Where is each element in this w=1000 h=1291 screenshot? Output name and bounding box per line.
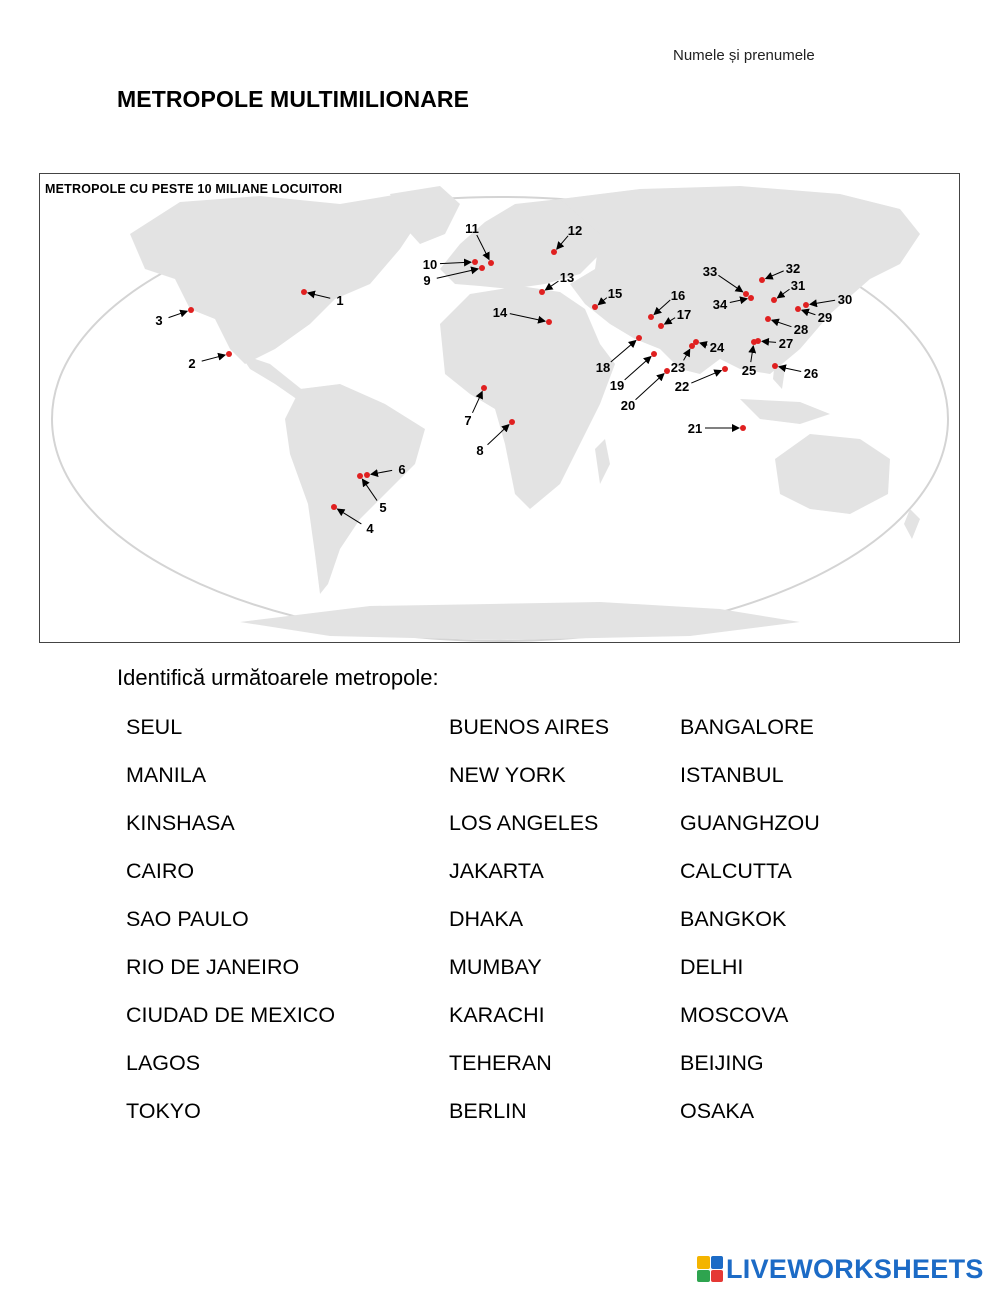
marker-number: 29 (817, 310, 833, 325)
city-dot (364, 472, 370, 478)
indonesia (740, 399, 830, 424)
city-name: BEIJING (680, 1051, 764, 1075)
africa (440, 286, 615, 509)
world-map (39, 173, 960, 643)
city-name: RIO DE JANEIRO (126, 955, 300, 979)
city-name: MUMBAY (449, 955, 542, 979)
city-dot (301, 289, 307, 295)
city-dot (636, 335, 642, 341)
marker-number: 30 (837, 292, 853, 307)
city-name: DELHI (680, 955, 744, 979)
city-name: OSAKA (680, 1099, 755, 1123)
city-dot (331, 504, 337, 510)
city-marker-2 (188, 351, 232, 371)
marker-number: 14 (492, 305, 508, 320)
city-name: CAIRO (126, 859, 195, 883)
city-name: BANGALORE (680, 715, 814, 739)
city-name: CALCUTTA (680, 859, 792, 883)
city-dot (357, 473, 363, 479)
australia (775, 434, 890, 514)
marker-number: 34 (712, 297, 728, 312)
city-dot (658, 323, 664, 329)
city-name: ISTANBUL (680, 763, 784, 787)
continents (130, 186, 920, 640)
marker-number: 27 (778, 336, 794, 351)
city-dot (481, 385, 487, 391)
map-title: METROPOLE CU PESTE 10 MILIANE LOCUITORI (45, 182, 343, 196)
city-dot (795, 306, 801, 312)
city-dot (740, 425, 746, 431)
marker-number: 28 (793, 322, 809, 337)
city-dot (803, 302, 809, 308)
city-dot (759, 277, 765, 283)
city-name: BANGKOK (680, 907, 787, 931)
marker-number: 33 (702, 264, 718, 279)
city-name: CIUDAD DE MEXICO (126, 1003, 336, 1027)
city-marker-3 (155, 307, 194, 328)
marker-number: 1 (336, 293, 344, 308)
city-dot (755, 338, 761, 344)
marker-number: 12 (567, 223, 583, 238)
marker-number: 3 (155, 313, 163, 328)
name-field-label: Numele și prenumele (673, 47, 815, 64)
marker-number: 11 (465, 221, 479, 236)
city-name: LAGOS (126, 1051, 201, 1075)
north-america (130, 194, 420, 364)
city-dot (488, 260, 494, 266)
city-name: BERLIN (449, 1099, 527, 1123)
city-dot (748, 295, 754, 301)
marker-number: 26 (803, 366, 819, 381)
marker-arrow (636, 374, 664, 400)
city-dot (771, 297, 777, 303)
marker-arrow (611, 341, 636, 362)
marker-number: 31 (790, 278, 806, 293)
city-dot (648, 314, 654, 320)
city-dot (722, 366, 728, 372)
marker-arrow (202, 355, 225, 361)
city-dot (472, 259, 478, 265)
page-title: METROPOLE MULTIMILIONARE (117, 86, 470, 112)
marker-number: 22 (674, 379, 690, 394)
city-column-3 (680, 712, 820, 1144)
city-dot (664, 368, 670, 374)
city-name: KARACHI (449, 1003, 545, 1027)
city-column-2 (449, 712, 609, 1144)
marker-number: 2 (188, 356, 196, 371)
city-dot (693, 339, 699, 345)
marker-number: 8 (476, 443, 484, 458)
marker-arrow (625, 357, 651, 380)
city-dot (188, 307, 194, 313)
asia (560, 186, 920, 374)
city-dot (509, 419, 515, 425)
instruction-text: Identifică următoarele metropole: (117, 665, 439, 690)
liveworksheets-brand (697, 1252, 984, 1286)
south-america (285, 384, 425, 594)
city-column-1 (126, 712, 335, 1144)
city-name: KINSHASA (126, 811, 235, 835)
marker-number: 9 (423, 273, 431, 288)
marker-number: 21 (687, 421, 703, 436)
city-name: DHAKA (449, 907, 524, 931)
city-dot (772, 363, 778, 369)
city-name: MANILA (126, 763, 207, 787)
city-name: TOKYO (126, 1099, 201, 1123)
city-dot (743, 291, 749, 297)
world-map-graphic (40, 174, 960, 643)
marker-number: 15 (607, 286, 623, 301)
marker-number: 19 (609, 378, 625, 393)
marker-number: 5 (379, 500, 387, 515)
madagascar (595, 439, 610, 484)
city-dot (592, 304, 598, 310)
city-marker-20 (621, 368, 670, 413)
city-dot (539, 289, 545, 295)
city-name: MOSCOVA (680, 1003, 789, 1027)
marker-number: 32 (785, 261, 801, 276)
marker-number: 18 (595, 360, 611, 375)
marker-number: 10 (422, 257, 438, 272)
marker-number: 25 (741, 363, 757, 378)
marker-number: 4 (366, 521, 374, 536)
antarctica (240, 602, 800, 640)
marker-number: 7 (464, 413, 472, 428)
city-name: TEHERAN (449, 1051, 552, 1075)
city-dot (651, 351, 657, 357)
city-marker-21 (688, 421, 746, 436)
city-name: JAKARTA (449, 859, 544, 883)
city-dot (551, 249, 557, 255)
marker-number: 20 (620, 398, 636, 413)
city-name: BUENOS AIRES (449, 715, 610, 739)
city-dot (546, 319, 552, 325)
liveworksheets-logo-icon (697, 1256, 723, 1282)
city-name: GUANGHZOU (680, 811, 820, 835)
brand-name: LIVEWORKSHEETS (726, 1253, 984, 1284)
marker-number: 13 (559, 270, 575, 285)
marker-arrow (169, 311, 188, 317)
marker-number: 24 (709, 340, 725, 355)
marker-number: 23 (670, 360, 686, 375)
city-dot (765, 316, 771, 322)
city-dot (226, 351, 232, 357)
city-name: NEW YORK (449, 763, 566, 787)
marker-number: 6 (398, 462, 406, 477)
city-name: LOS ANGELES (449, 811, 599, 835)
marker-number: 17 (676, 307, 692, 322)
marker-number: 16 (670, 288, 686, 303)
city-dot (479, 265, 485, 271)
city-name: SAO PAULO (126, 907, 249, 931)
city-name: SEUL (126, 715, 183, 739)
